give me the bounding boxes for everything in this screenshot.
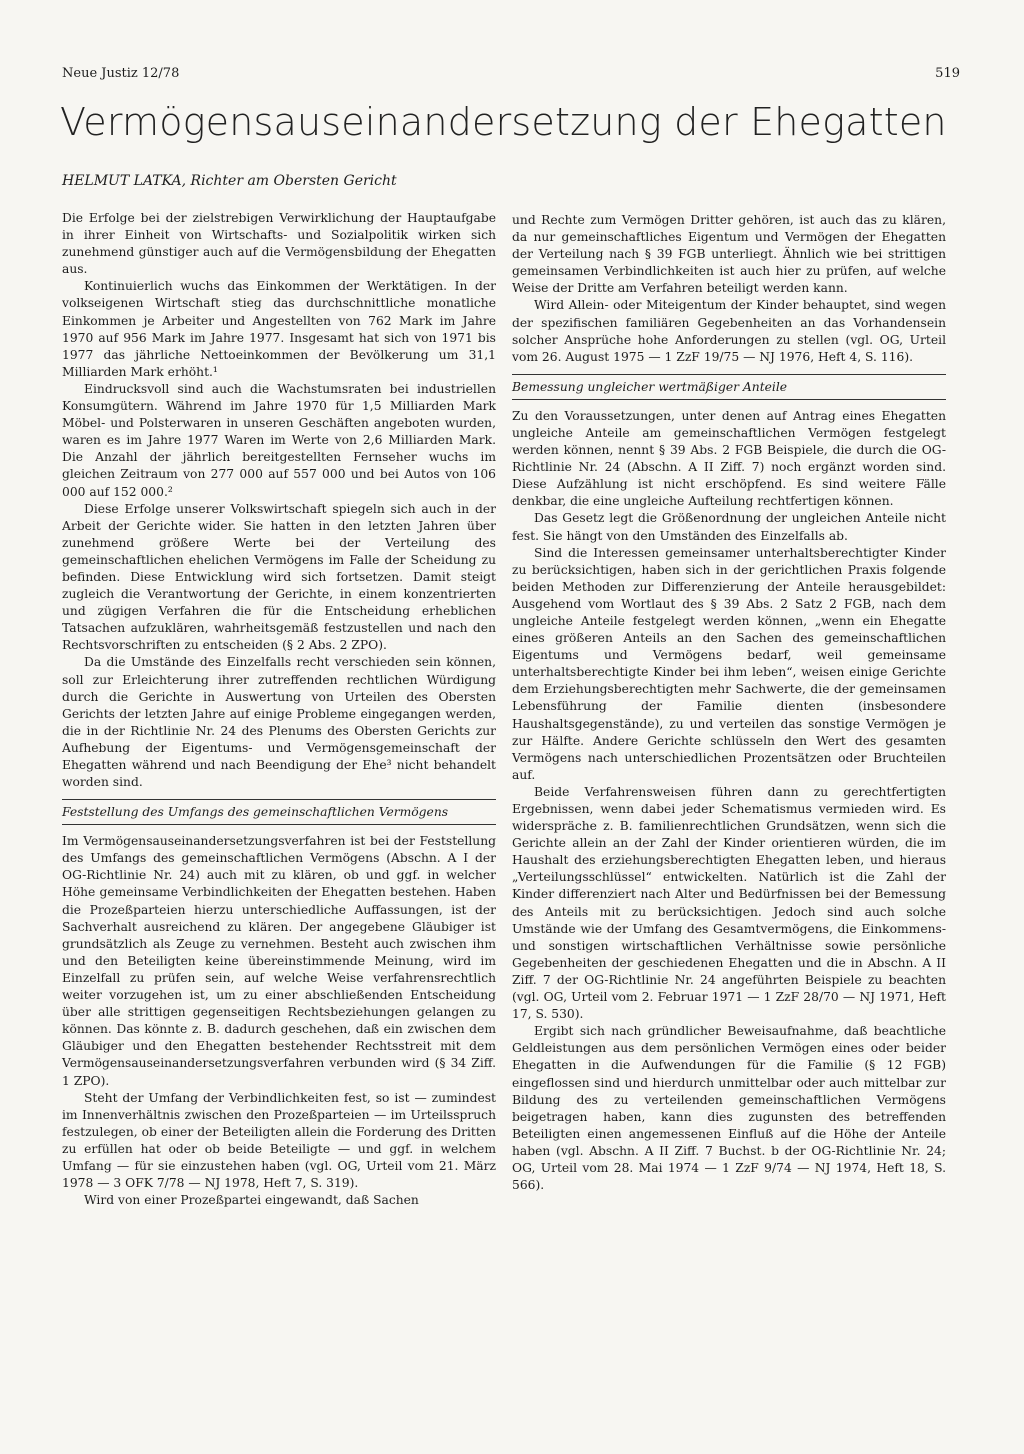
section-heading: Feststellung des Umfangs des gemeinschaftlichen Vermögens bbox=[62, 799, 496, 825]
right-column bbox=[512, 212, 946, 1194]
paragraph: Diese Erfolge unserer Volkswirtschaft spiegeln sich auch in der Arbeit der Gerichte wider. Sie hatten in den letzten Jahren über zunehmend größere Werte bei der Verteilung des gemeinschaftlichen ehelichen Vermögens im Falle der Scheidung zu befinden. Diese Entwicklung wird sich fortsetzen. Damit steigt zugleich die Verantwortung der Gerichte, in einem konzentrierten und zügigen Verfahren die für die Entscheidung erheblichen Tatsachen aufzuklären, wahrheitsgemäß festzustellen und nach den Rechtsvorschriften zu entscheiden (§ 2 Abs. 2 ZPO). bbox=[62, 501, 496, 653]
paragraph: Zu den Voraussetzungen, unter denen auf Antrag eines Ehegatten ungleiche Anteile am gemeinschaftlichen Vermögen festgelegt werden können, nennt § 39 Abs. 2 FGB Beispiele, die durch die OG-Richtlinie Nr. 24 (Abschn. A II Ziff. 7) noch ergänzt worden sind. Diese Aufzählung ist nicht erschöpfend. Es sind weitere Fälle denkbar, die eine ungleiche Aufteilung rechtfertigen können. bbox=[512, 408, 946, 509]
paragraph: Das Gesetz legt die Größenordnung der ungleichen Anteile nicht fest. Sie hängt von den Umständen des Einzelfalls ab. bbox=[512, 511, 946, 543]
paragraph: und Rechte zum Vermögen Dritter gehören, ist auch das zu klären, da nur gemeinschaftliches Eigentum und Vermögen der Ehegatten der Verteilung nach § 39 FGB unterliegt. Ähnlich wie bei strittigen gemeinsamen Verbindlichkeiten ist auch hier zu prüfen, auf welche Weise der Dritte am Verfahren beteiligt werden kann. bbox=[512, 213, 946, 296]
author-line: HELMUT LATKA, Richter am Obersten Gericht bbox=[62, 173, 397, 189]
article-title: Vermögensauseinandersetzung der Ehegatten bbox=[60, 100, 947, 144]
page-header bbox=[62, 66, 960, 81]
paragraph: Beide Verfahrensweisen führen dann zu gerechtfertigten Ergebnissen, wenn dabei jeder Schematismus vermieden wird. Es widerspräche z. B. familienrechtlichen Grundsätzen, wenn sich die Gerichte allein an der Zahl der Kinder orientieren würden, die im Haushalt des erziehungsberechtigten Ehegatten leben, und hieraus „Verteilungsschlüssel“ entwickelten. Natürlich ist die Zahl der Kinder differenziert nach Alter und Bedürfnissen bei der Bemessung des Anteils mit zu berücksichtigen. Jedoch sind auch solche Umstände wie der Umfang des Gesamtvermögens, die Einkommens- und sonstigen wirtschaftlichen Verhältnisse sowie persönliche Gegebenheiten der geschiedenen Ehegatten und die in Abschn. A II Ziff. 7 der OG-Richtlinie Nr. 24 angeführten Beispiele zu beachten (vgl. OG, Urteil vom 2. Februar 1971 — 1 ZzF 28/70 — NJ 1971, Heft 17, S. 530). bbox=[512, 784, 946, 1022]
paragraph: Kontinuierlich wuchs das Einkommen der Werktätigen. In der volkseigenen Wirtschaft stieg das durchschnittliche monatliche Einkommen je Arbeiter und Angestellten von 762 Mark im Jahre 1970 auf 956 Mark im Jahre 1977. Insgesamt hat sich von 1971 bis 1977 das jährliche Nettoeinkommen der Bevölkerung um 31,1 Milliarden Mark erhöht.¹ bbox=[62, 279, 496, 379]
paragraph: Wird Allein- oder Miteigentum der Kinder behauptet, sind wegen der spezifischen familiären Gegebenheiten an das Vorhandensein solcher Ansprüche hohe Anforderungen zu stellen (vgl. OG, Urteil vom 26. August 1975 — 1 ZzF 19/75 — NJ 1976, Heft 4, S. 116). bbox=[512, 298, 946, 364]
journal-issue: Neue Justiz 12/78 bbox=[62, 66, 180, 81]
paragraph: Ergibt sich nach gründlicher Beweisaufnahme, daß beachtliche Geldleistungen aus dem persönlichen Vermögen eines oder beider Ehegatten in die Aufwendungen für die Familie (§ 12 FGB) eingeflossen sind und hierdurch unmittelbar oder auch mittelbar zur Bildung des zu verteilenden gemeinschaftlichen Vermögens beigetragen haben, kann dies zugunsten des betreffenden Beteiligten einen angemessenen Einfluß auf die Höhe der Anteile haben (vgl. Abschn. A II Ziff. 7 Buchst. b der OG-Richtlinie Nr. 24; OG, Urteil vom 28. Mai 1974 — 1 ZzF 9/74 — NJ 1974, Heft 18, S. 566). bbox=[512, 1024, 946, 1193]
paragraph: Die Erfolge bei der zielstrebigen Verwirklichung der Hauptaufgabe in ihrer Einheit von Wirtschafts- und Sozialpolitik wirken sich zunehmend günstiger auch auf die Vermögensbildung der Ehegatten aus. bbox=[62, 211, 496, 277]
paragraph: Sind die Interessen gemeinsamer unterhaltsberechtigter Kinder zu berücksichtigen, haben sich in der gerichtlichen Praxis folgende beiden Methoden zur Differenzierung der Anteile herausgebildet: Ausgehend vom Wortlaut des § 39 Abs. 2 Satz 2 FGB, nach dem ungleiche Anteile festgelegt werden können, „wenn ein Ehegatte eines größeren Anteils an den Sachen des gemeinschaftlichen Eigentums und Vermögens bedarf, weil gemeinsame unterhaltsberechtigte Kinder bei ihm leben“, weisen einige Gerichte dem Erziehungsberechtigten mehr Sachwerte, die der gemeinsamen Lebensführung der Familie dienten (insbesondere Haushaltsgegenstände), zu und verteilen das sonstige Vermögen je zur Hälfte. Andere Gerichte schlüsseln den Wert des gesamten Vermögens nach unterschiedlichen Prozentsätzen oder Bruchteilen auf. bbox=[512, 545, 946, 782]
paragraph: Da die Umstände des Einzelfalls recht verschieden sein können, soll zur Erleichterung ihrer zutreffenden rechtlichen Würdigung durch die Gerichte in Auswertung von Urteilen des Obersten Gerichts der letzten Jahre auf einige Probleme eingegangen werden, die in der Richtlinie Nr. 24 des Plenums des Obersten Gerichts zur Aufhebung der Eigentums- und Vermögensgemeinschaft der Ehegatten während und nach Beendigung der Ehe³ nicht behandelt worden sind. bbox=[62, 655, 496, 790]
paragraph: Im Vermögensauseinandersetzungsverfahren ist bei der Feststellung des Umfangs des gemeinschaftlichen Vermögens (Abschn. A I der OG-Richtlinie Nr. 24) auch mit zu klären, ob und ggf. in welcher Höhe gemeinsame Verbindlichkeiten der Ehegatten bestehen. Haben die Prozeßparteien hierzu unterschiedliche Auffassungen, ist der Sachverhalt ausreichend zu klären. Der angegebene Gläubiger ist grundsätzlich als Zeuge zu vernehmen. Besteht auch zwischen ihm und den Beteiligten keine übereinstimmende Meinung, wird im Einzelfall zu prüfen sein, auf welche Weise verfahrensrechtlich weiter vorzugehen ist, um zu einer abschließenden Entscheidung über alle strittigen gegenseitigen Rechtsbeziehungen gelangen zu können. Das könnte z. B. dadurch geschehen, daß ein zwischen dem Gläubiger und den Ehegatten bestehender Rechtsstreit mit dem Vermögensauseinandersetzungsverfahren verbunden wird (§ 34 Ziff. 1 ZPO). bbox=[62, 834, 496, 1088]
paragraph: Eindrucksvoll sind auch die Wachstumsraten bei industriellen Konsumgütern. Während im Jahre 1970 für 1,5 Milliarden Mark Möbel- und Polsterwaren in unseren Geschäften angeboten wurden, waren es im Jahre 1977 Waren im Werte von 2,6 Milliarden Mark. Die Anzahl der jährlich bereitgestellten Fernseher wuchs im gleichen Zeitraum von 277 000 auf 557 000 und bei Autos von 106 000 auf 152 000.² bbox=[62, 381, 496, 499]
page-number: 519 bbox=[935, 66, 960, 81]
left-column bbox=[62, 210, 496, 1209]
paragraph: Steht der Umfang der Verbindlichkeiten fest, so ist — zumindest im Innenverhältnis zwischen den Prozeßparteien — im Urteilsspruch festzulegen, ob einer der Beteiligten allein die Forderung des Dritten zu erfüllen hat oder ob beide Beteiligte — und ggf. in welchem Umfang — für sie einzustehen haben (vgl. OG, Urteil vom 21. März 1978 — 3 OFK 7/78 — NJ 1978, Heft 7, S. 319). bbox=[62, 1090, 496, 1191]
section-heading: Bemessung ungleicher wertmäßiger Anteile bbox=[512, 374, 946, 400]
paragraph: Wird von einer Prozeßpartei eingewandt, daß Sachen bbox=[84, 1193, 419, 1208]
